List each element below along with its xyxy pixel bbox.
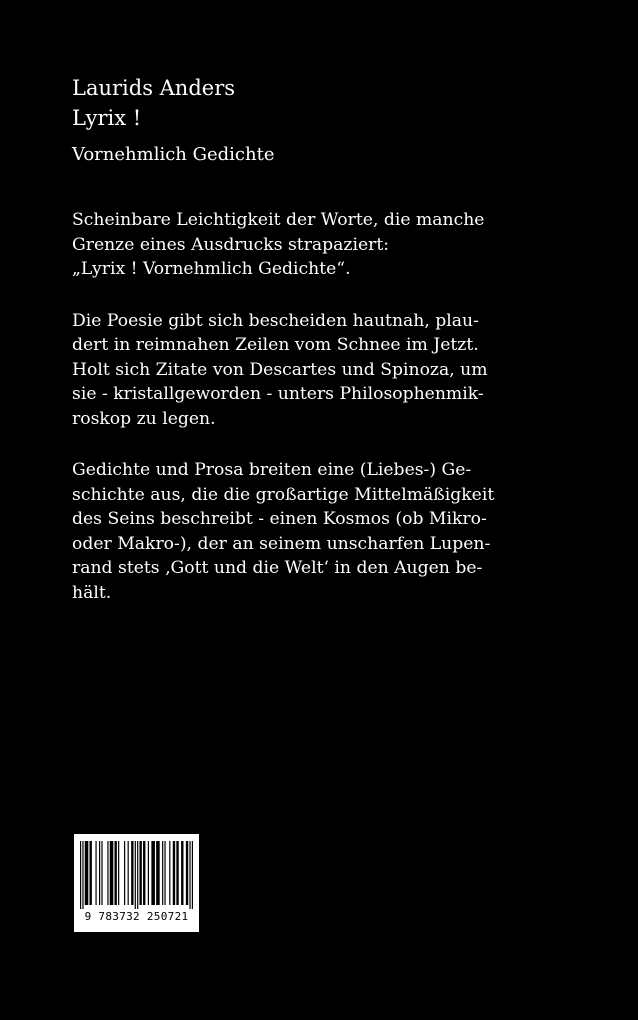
barcode-bar [189, 841, 190, 909]
blurb-line: Scheinbare Leichtigkeit der Worte, die manche [72, 210, 485, 230]
blurb-line: Gedichte und Prosa breiten eine (Liebes-) Ge- [72, 460, 472, 480]
blurb-line: „Lyrix ! Vornehmlich Gedichte“. [72, 259, 351, 279]
blurb-line: Die Poesie gibt sich bescheiden hautnah, plau- [72, 310, 479, 331]
blurb-line: Grenze eines Ausdrucks strapaziert: [72, 234, 390, 255]
barcode-bar [139, 841, 141, 905]
isbn-barcode [74, 834, 199, 932]
barcode-bar [156, 841, 160, 905]
barcode-bar [173, 841, 175, 905]
blurb-paragraph-1 [72, 208, 592, 282]
barcode-bar [148, 841, 149, 905]
blurb-line: schichte aus, die die großartige Mittelmäßigkeit [72, 484, 495, 505]
barcode-bar [164, 841, 165, 905]
barcode-bar [186, 841, 188, 905]
blurb-paragraph-2 [72, 309, 592, 432]
blurb-paragraph-3 [72, 458, 592, 605]
barcode-bar [99, 841, 100, 905]
blurb-line: Holt sich Zitate von Descartes und Spinoza, um [72, 359, 488, 380]
barcode-bar [162, 841, 163, 905]
blurb-text [72, 208, 592, 632]
barcode-bar [135, 841, 136, 909]
barcode-bar [192, 841, 193, 909]
barcode-bars [80, 841, 193, 909]
blurb-line: sie - kristallgeworden - unters Philosophenmik- [72, 384, 484, 404]
barcode-bar [118, 841, 119, 905]
barcode-bar [124, 841, 125, 905]
barcode-bar [169, 841, 170, 905]
blurb-line: dert in reimnahen Zeilen vom Schnee im Jetzt. [72, 335, 479, 355]
barcode-bar [137, 841, 138, 909]
author-name: Laurids Anders [72, 76, 236, 100]
blurb-line: des Seins beschreibt - einen Kosmos (ob Mikro- [72, 509, 487, 529]
barcode-bar [176, 841, 178, 905]
blurb-line: hält. [72, 582, 112, 603]
barcode-bar [95, 841, 96, 905]
barcode-bar [131, 841, 133, 905]
barcode-bar [90, 841, 92, 905]
blurb-line: roskop zu legen. [72, 408, 216, 429]
isbn-number: 9 783732 250721 [84, 910, 189, 923]
barcode-bar [85, 841, 89, 905]
book-title: Lyrix ! [72, 106, 142, 130]
barcode-bar [110, 841, 114, 905]
barcode-bar [101, 841, 102, 905]
barcode-bar [107, 841, 108, 905]
barcode-bar [114, 841, 116, 905]
barcode-bar [151, 841, 155, 905]
barcode-bar [80, 841, 81, 909]
blurb-line: rand stets ‚Gott und die Welt‘ in den Augen be- [72, 558, 483, 578]
barcode-bar [181, 841, 183, 905]
barcode-bar [128, 841, 129, 905]
barcode-bar [143, 841, 145, 905]
blurb-line: oder Makro-), der an seinem unscharfen Lupen- [72, 533, 491, 554]
barcode-bar [82, 841, 83, 909]
book-subtitle: Vornehmlich Gedichte [72, 144, 275, 165]
